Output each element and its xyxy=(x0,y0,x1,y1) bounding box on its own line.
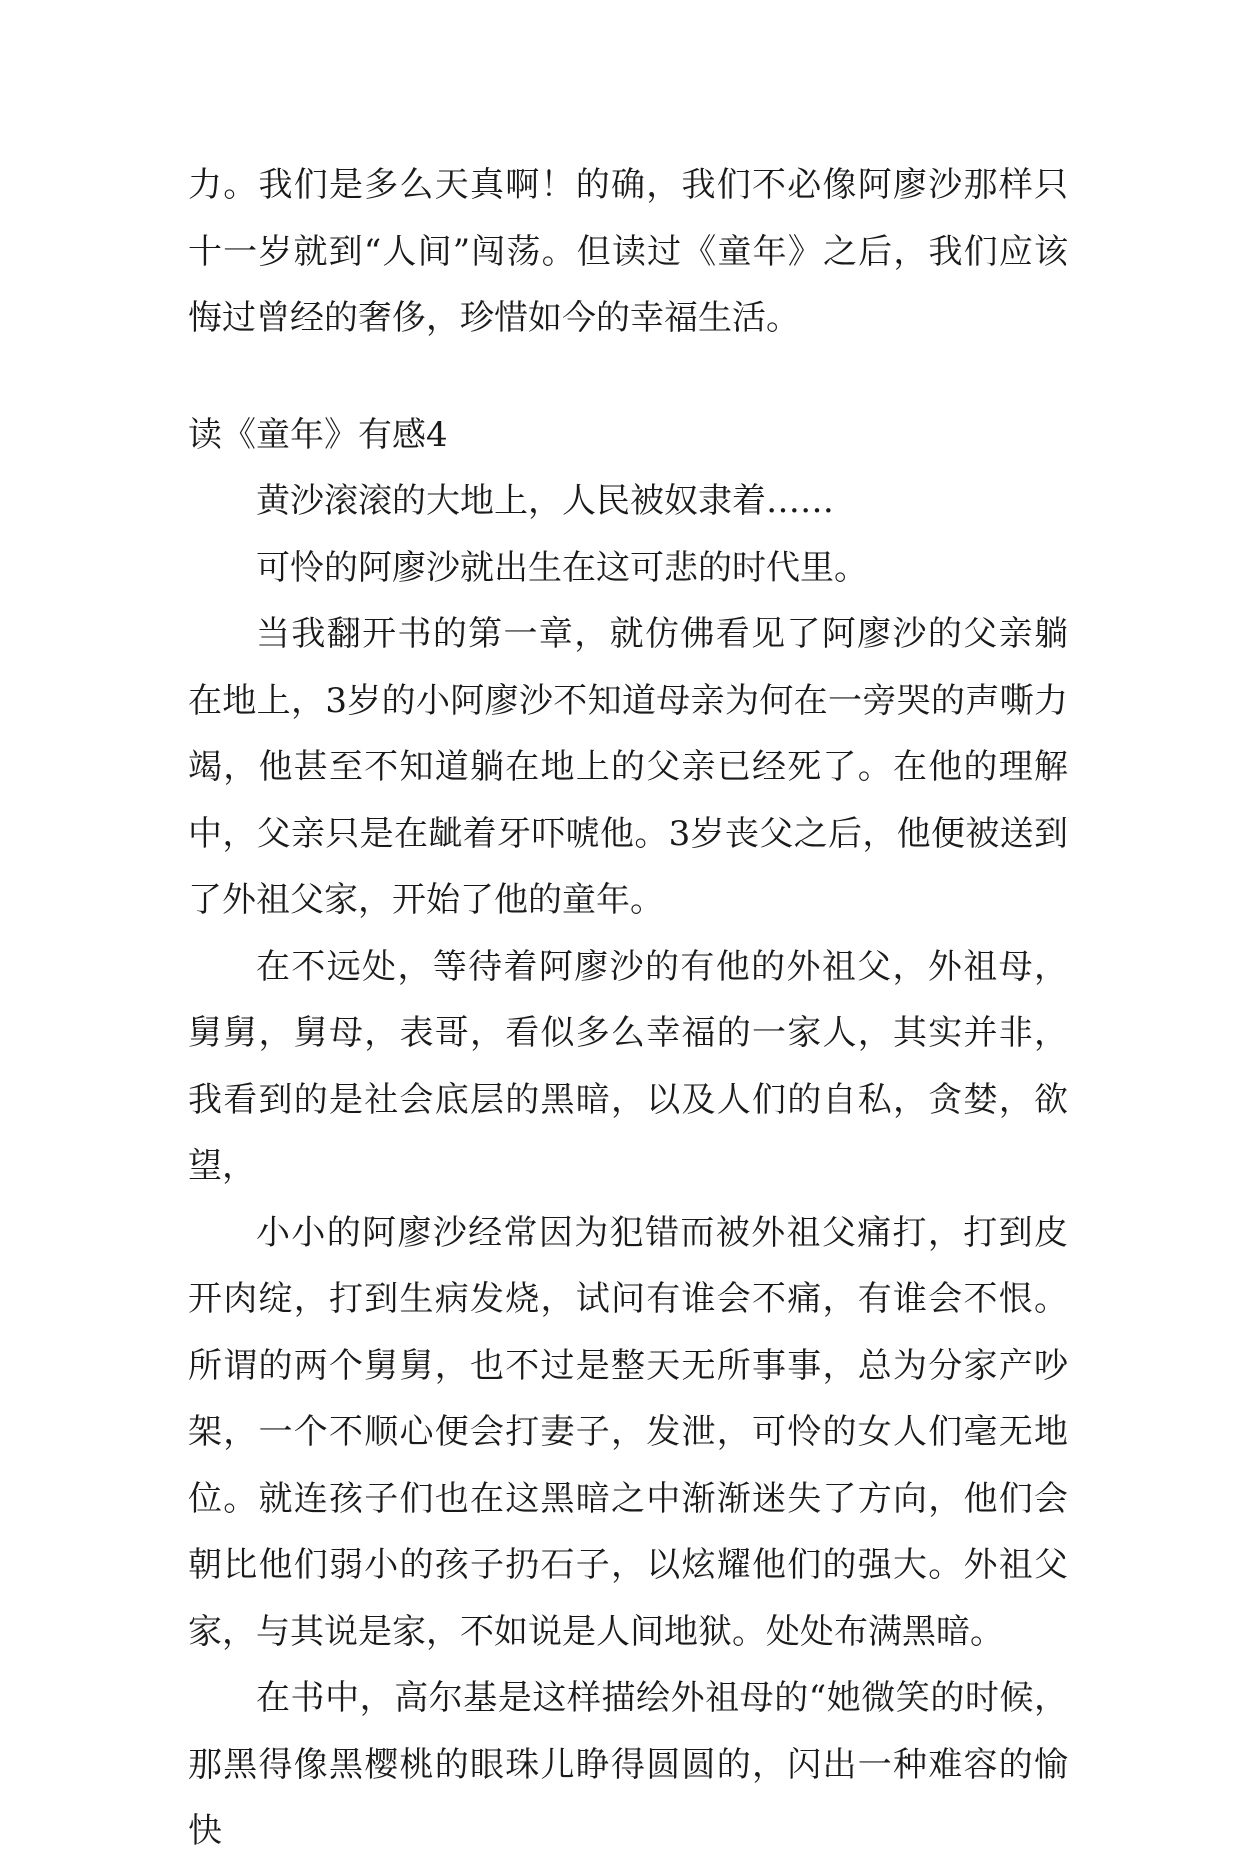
paragraph: 在书中，高尔基是这样描绘外祖母的“她微笑的时候，那黑得像黑樱桃的眼珠儿睁得圆圆的，闪出一种难容的愉快 xyxy=(188,1678,1068,1851)
paragraph: 可怜的阿廖沙就出生在这可悲的时代里。 xyxy=(256,547,868,588)
paragraph: 黄沙滚滚的大地上，人民被奴隶着…… xyxy=(256,481,834,521)
document-body xyxy=(188,152,1068,1865)
continued-paragraph: 力。我们是多么天真啊！的确，我们不必像阿廖沙那样只十一岁就到“人间”闯荡。但读过《童年》之后，我们应该悔过曾经的奢侈，珍惜如今的幸福生活。 xyxy=(188,165,1068,338)
paragraph: 当我翻开书的第一章，就仿佛看见了阿廖沙的父亲躺在地上，3岁的小阿廖沙不知道母亲为何在一旁哭的声嘶力竭，他甚至不知道躺在地上的父亲已经死了。在他的理解中，父亲只是在龇着牙吓唬他。3岁丧父之后，他便被送到了外祖父家，开始了他的童年。 xyxy=(188,614,1068,920)
paragraph: 小小的阿廖沙经常因为犯错而被外祖父痛打，打到皮开肉绽，打到生病发烧，试问有谁会不痛，有谁会不恨。所谓的两个舅舅，也不过是整天无所事事，总为分家产吵架，一个不顺心便会打妻子，发泄，可怜的女人们毫无地位。就连孩子们也在这黑暗之中渐渐迷失了方向，他们会朝比他们弱小的孩子扔石子，以炫耀他们的强大。外祖父家，与其说是家，不如说是人间地狱。处处布满黑暗。 xyxy=(188,1212,1068,1652)
paragraph: 在不远处，等待着阿廖沙的有他的外祖父，外祖母，舅舅，舅母，表哥，看似多么幸福的一家人，其实并非，我看到的是社会底层的黑暗，以及人们的自私，贪婪，欲望， xyxy=(188,946,1068,1186)
section-title: 读《童年》有感4 xyxy=(188,414,448,455)
